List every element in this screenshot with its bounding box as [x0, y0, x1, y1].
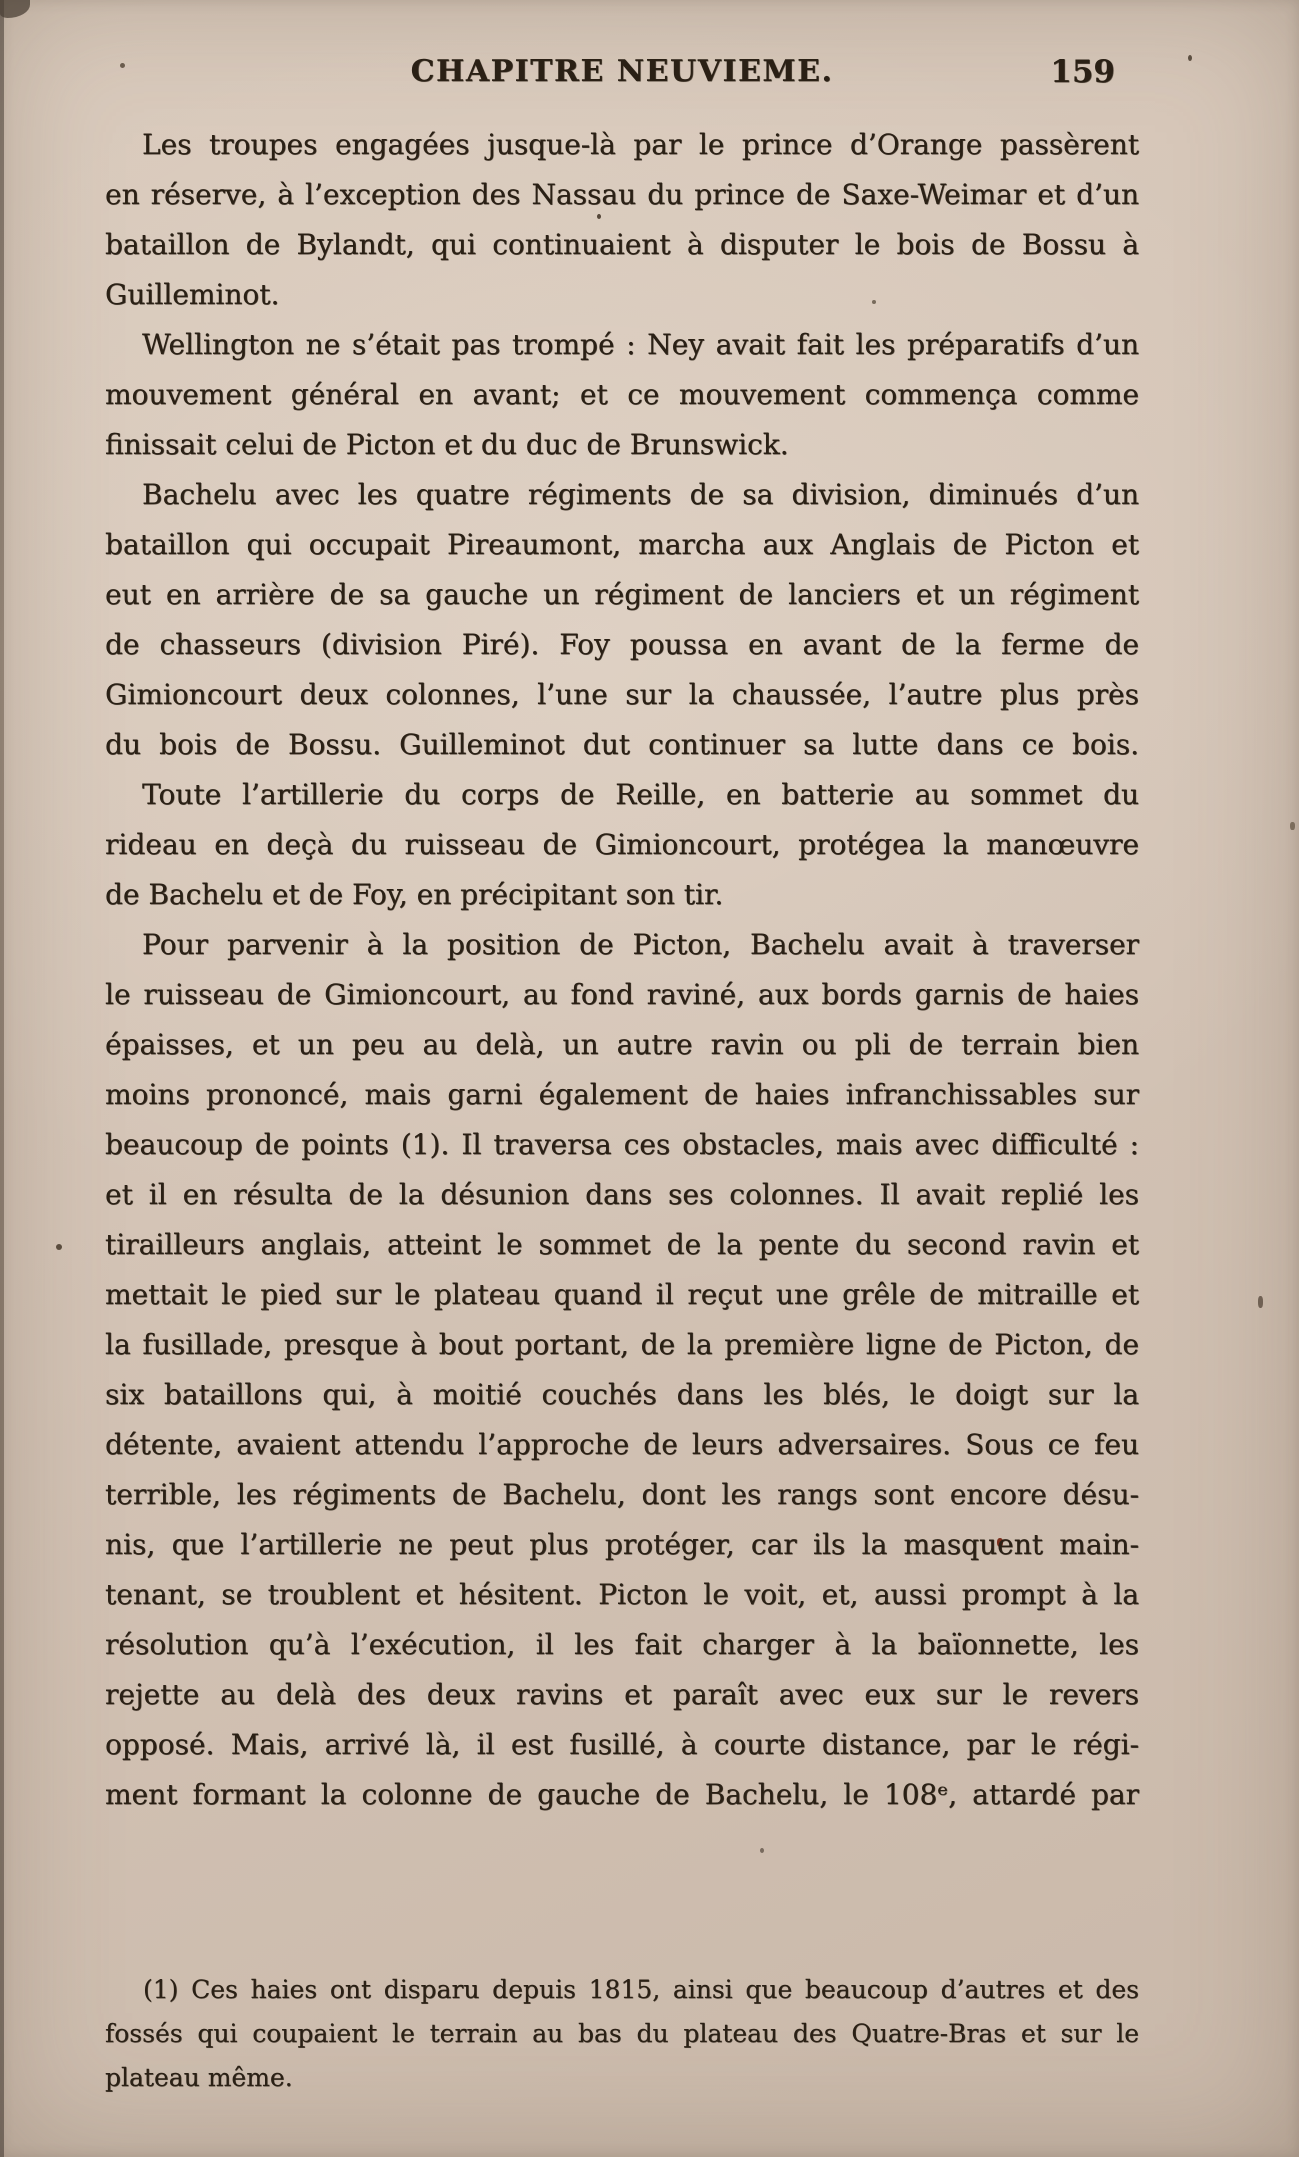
paragraph — [105, 770, 1139, 920]
text-line: six bataillons qui, à moitié couchés dans les blés, le doigt sur la — [105, 1378, 1139, 1411]
text-line: mouvement général en avant; et ce mouvement commença comme — [105, 378, 1139, 411]
scan-edge-shadow — [0, 0, 4, 2157]
page-number: 159 — [1050, 54, 1115, 90]
footnote — [105, 1968, 1139, 2100]
footnote-line: (1) Ces haies ont disparu depuis 1815, ainsi que beaucoup d’autres et des — [143, 1975, 1139, 2004]
text-line: détente, avaient attendu l’approche de leurs adversaires. Sous ce feu — [105, 1428, 1139, 1461]
text-line: du bois de Bossu. Guilleminot dut continuer sa lutte dans ce bois. — [105, 728, 1139, 761]
text-line: bataillon qui occupait Pireaumont, marcha aux Anglais de Picton et — [105, 528, 1139, 561]
footnote-line: fossés qui coupaient le terrain au bas du plateau des Quatre-Bras et sur le — [105, 2019, 1139, 2048]
text-line: nis, que l’artillerie ne peut plus protéger, car ils la masquent main- — [105, 1528, 1139, 1561]
text-line: Les troupes engagées jusque-là par le prince d’Orange passèrent — [142, 128, 1139, 161]
text-line: Pour parvenir à la position de Picton, Bachelu avait à traverser — [142, 928, 1139, 961]
text-line: de Bachelu et de Foy, en précipitant son tir. — [105, 878, 724, 911]
text-line: beaucoup de points (1). Il traversa ces obstacles, mais avec difficulté : — [105, 1128, 1139, 1161]
text-line: épaisses, et un peu au delà, un autre ravin ou pli de terrain bien — [105, 1028, 1139, 1061]
text-line: la fusillade, presque à bout portant, de la première ligne de Picton, de — [105, 1328, 1139, 1361]
text-line: tirailleurs anglais, atteint le sommet de la pente du second ravin et — [105, 1228, 1139, 1261]
text-line: rejette au delà des deux ravins et paraît avec eux sur le revers — [105, 1678, 1139, 1711]
paper-speck — [1290, 822, 1295, 830]
text-line: terrible, les régiments de Bachelu, dont les rangs sont encore désu- — [105, 1478, 1139, 1511]
running-header — [105, 54, 1139, 96]
paper-speck — [1188, 55, 1192, 61]
paper-speck — [56, 1244, 62, 1250]
text-line: Toute l’artillerie du corps de Reille, en batterie au sommet du — [142, 778, 1139, 811]
text-line: bataillon de Bylandt, qui continuaient à disputer le bois de Bossu à — [105, 228, 1139, 261]
paper-speck — [1258, 1296, 1263, 1308]
text-line: Wellington ne s’était pas trompé : Ney avait fait les préparatifs d’un — [142, 328, 1139, 361]
text-line: résolution qu’à l’exécution, il les fait charger à la baïonnette, les — [105, 1628, 1139, 1661]
paragraph — [105, 470, 1139, 770]
body-text — [105, 120, 1139, 1820]
paragraph — [105, 120, 1139, 320]
text-line: opposé. Mais, arrivé là, il est fusillé, à courte distance, par le régi- — [105, 1728, 1139, 1761]
text-line: eut en arrière de sa gauche un régiment de lanciers et un régiment — [105, 578, 1139, 611]
paragraph — [105, 320, 1139, 470]
text-line: le ruisseau de Gimioncourt, au fond raviné, aux bords garnis de haies — [105, 978, 1139, 1011]
chapter-title: CHAPITRE NEUVIEME. — [410, 54, 834, 89]
paragraph — [105, 920, 1139, 1820]
text-line: ment formant la colonne de gauche de Bachelu, le 108ᵉ, attardé par — [105, 1778, 1139, 1811]
text-line: Bachelu avec les quatre régiments de sa division, diminués d’un — [142, 478, 1139, 511]
text-line: et il en résulta de la désunion dans ses colonnes. Il avait replié les — [105, 1178, 1139, 1211]
text-line: moins prononcé, mais garni également de haies infranchissables sur — [105, 1078, 1139, 1111]
footnote-line: plateau même. — [105, 2063, 293, 2092]
text-line: de chasseurs (division Piré). Foy poussa en avant de la ferme de — [105, 628, 1139, 661]
scan-corner-mark — [0, 0, 30, 18]
text-line: Gimioncourt deux colonnes, l’une sur la chaussée, l’autre plus près — [105, 678, 1139, 711]
text-line: finissait celui de Picton et du duc de Brunswick. — [105, 428, 789, 461]
text-line: en réserve, à l’exception des Nassau du prince de Saxe-Weimar et d’un — [105, 178, 1139, 211]
text-line: rideau en deçà du ruisseau de Gimioncourt, protégea la manœuvre — [105, 828, 1139, 861]
text-line: tenant, se troublent et hésitent. Picton le voit, et, aussi prompt à la — [105, 1578, 1139, 1611]
text-column — [105, 0, 1139, 2100]
text-line: mettait le pied sur le plateau quand il reçut une grêle de mitraille et — [105, 1278, 1139, 1311]
text-line: Guilleminot. — [105, 278, 280, 311]
